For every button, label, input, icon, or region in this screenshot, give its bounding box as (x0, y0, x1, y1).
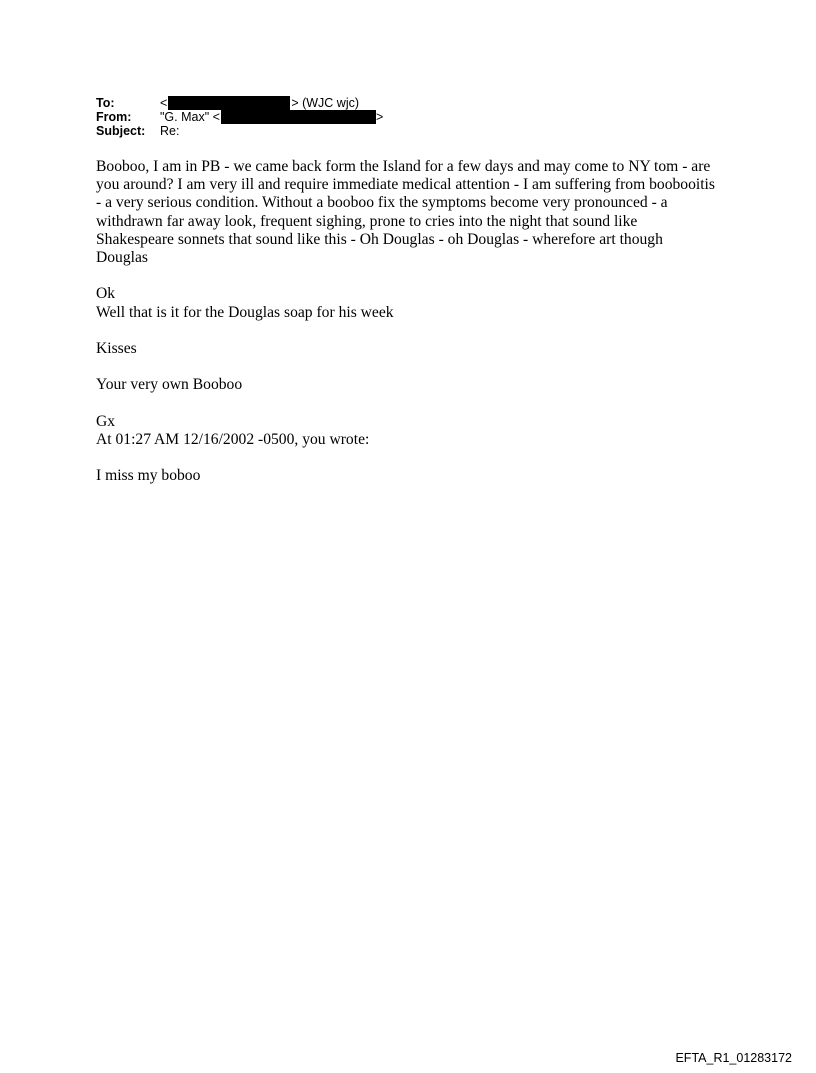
from-redaction (221, 110, 376, 124)
to-row (96, 96, 383, 110)
body-paragraph-main: Booboo, I am in PB - we came back form the Island for a few days and may come to NY tom - are you around? I am very ill and require immediate medical attention - I am suffering from boobooitis - a very serious condition. Without a booboo fix the symptoms become very pronounced - a withdrawn far away look, frequent sighing, prone to cries into the night that sound like Shakespeare sonnets that sound like this - Oh Douglas - oh Douglas - wherefore art though Douglas (96, 158, 715, 267)
from-label: From: (96, 110, 132, 124)
subject-label: Subject: (96, 124, 146, 138)
from-prefix: "G. Max" < (160, 110, 220, 124)
from-suffix: > (375, 110, 384, 124)
body-line-signoff: Your very own Booboo (96, 376, 243, 394)
subject-row (96, 124, 383, 138)
to-prefix: < (160, 96, 168, 110)
body-line-ok: Ok (96, 285, 116, 303)
body-line-kisses: Kisses (96, 340, 137, 357)
to-redaction (168, 96, 290, 110)
email-header (96, 96, 383, 138)
body-line-soap: Well that is it for the Douglas soap for his week (96, 303, 394, 321)
email-body (96, 158, 716, 504)
quote-intro: At 01:27 AM 12/16/2002 -0500, you wrote: (96, 430, 370, 448)
to-label: To: (96, 96, 115, 110)
document-id: EFTA_R1_01283172 (675, 1051, 792, 1065)
from-row (96, 110, 383, 124)
quoted-text: I miss my boboo (96, 467, 201, 485)
to-suffix: > (WJC wjc) (291, 96, 360, 110)
body-line-gx: Gx (96, 412, 116, 430)
subject-value: Re: (160, 124, 180, 138)
